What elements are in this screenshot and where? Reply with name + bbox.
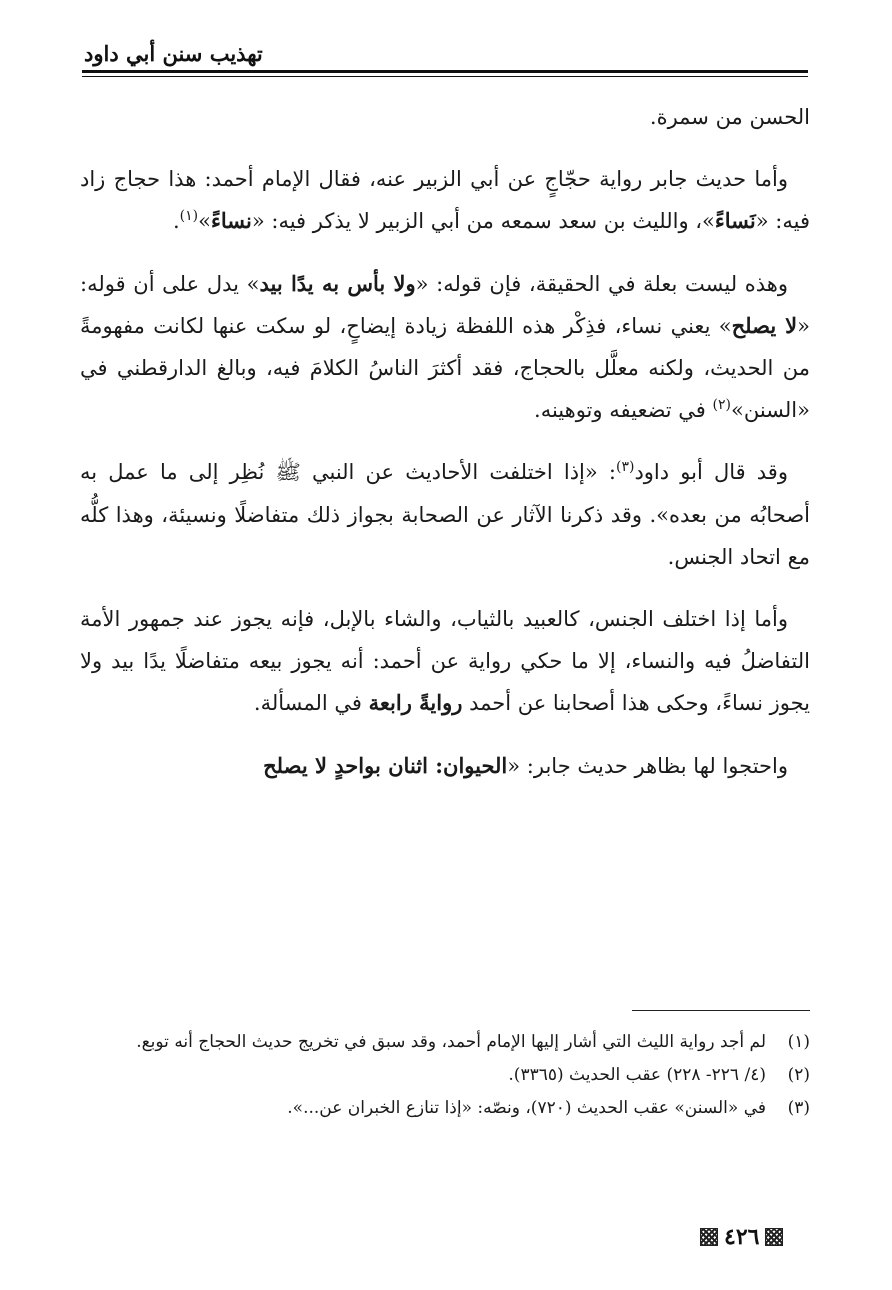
p2-quote-nasaa-2: نساءً	[211, 208, 252, 234]
header-rule-thick	[82, 70, 808, 73]
p2-text-f: .	[172, 209, 180, 234]
p5-text-a: وأما إذا اختلف الجنس، كالعبيد بالثياب، والشاء بالإبل، فإنه يجوز عند جمهور الأمة التفاضلُ فيه والنساء، إلا ما حكي رواية عن أحمد: أنه يجوز بيعه متفاضلًا يدًا بيد ولا يجوز نساءً، وحكى هذا أصحابنا عن أحمد	[80, 607, 810, 716]
p2-text-e: »	[198, 209, 211, 234]
p1-text: الحسن من سمرة.	[649, 105, 810, 129]
p3-quote-la-yasluh: لا يصلح	[731, 312, 798, 338]
p6-quote-hayawan: الحيوان: اثنان بواحدٍ لا يصلح	[263, 752, 508, 778]
paragraph-3	[80, 263, 810, 432]
p6-text-a: واحتجوا لها بظاهر حديث جابر: «	[507, 753, 788, 778]
footnotes	[80, 1026, 810, 1125]
paragraph-4	[80, 451, 810, 578]
footnote-1	[80, 1026, 810, 1059]
page-footer	[700, 1222, 812, 1252]
p4-text-a: وقد قال أبو داود	[634, 460, 788, 485]
p2-text-a: وأما حديث جابر رواية حجّاجٍ عن أبي الزبير عنه، فقال الإمام أحمد: هذا حجاج زاد فيه: «	[80, 167, 810, 234]
footnote-number: (٣)	[787, 1098, 810, 1118]
footnote-separator	[632, 1010, 810, 1011]
footnote-text: في «السنن» عقب الحديث (٧٢٠)، ونصّه: «إذا تنازع الخبران عن...».	[287, 1098, 766, 1118]
footnote-text: (٤/ ٢٢٦- ٢٢٨) عقب الحديث (٣٣٦٥).	[508, 1065, 766, 1085]
p4-text-b: : «إذا اختلفت الأحاديث عن النبي ﷺ نُظِر إلى ما عمل به أصحابُه من بعده». وقد ذكرنا الآثار عن الصحابة بجواز ذلك متفاضلًا ونسيئة، وهذا كلُّه مع اتحاد الجنس.	[80, 460, 810, 569]
footnote-ref-3: (٣)	[615, 459, 635, 476]
p2-quote-nasaa: نَساءً	[714, 208, 756, 234]
main-text	[80, 96, 810, 807]
p5-text-c: في المسألة.	[253, 691, 369, 716]
paragraph-1	[80, 96, 810, 138]
paragraph-2	[80, 158, 810, 242]
p3-text-e: » يعني نساء، فذِكْر هذه اللفظة زيادة إيضاحٍ، لو سكت عنها لكانت مفهومةً من الحديث، ولكنه معلَّل بالحجاج، فقد أكثرَ الناسُ الكلامَ فيه، وبالغ الدارقطني في «السنن»	[80, 313, 810, 423]
footnote-number: (١)	[787, 1032, 810, 1052]
ornament-icon	[700, 1228, 718, 1246]
page-number: ٤٢٦	[724, 1224, 760, 1250]
footnote-3	[80, 1092, 810, 1125]
p5-riwaya-rabia: روايةً رابعة	[368, 690, 463, 716]
p3-text-c: » يدل على أن قوله: «	[80, 271, 810, 338]
header-rule-thin	[82, 76, 808, 77]
p3-quote-yadan: ولا بأس به يدًا بيد	[259, 270, 416, 296]
running-header-title: تهذيب سنن أبي داود	[84, 41, 263, 66]
footnote-ref-2: (٢)	[712, 397, 731, 414]
p3-text-a: وهذه ليست بعلة في الحقيقة، فإن قوله: «	[415, 271, 788, 296]
paragraph-5	[80, 598, 810, 725]
footnote-ref-1: (١)	[179, 208, 199, 225]
p2-text-c: »، والليث بن سعد سمعه من أبي الزبير لا يذكر فيه: «	[251, 209, 715, 234]
p3-text-f: في تضعيفه وتوهينه.	[534, 398, 713, 423]
footnote-text: لم أجد رواية الليث التي أشار إليها الإمام أحمد، وقد سبق في تخريج حديث الحجاج أنه توبع.	[136, 1032, 766, 1052]
paragraph-6	[80, 745, 810, 787]
ornament-icon	[765, 1228, 783, 1246]
footnote-2	[80, 1059, 810, 1092]
footnote-number: (٢)	[787, 1065, 810, 1085]
